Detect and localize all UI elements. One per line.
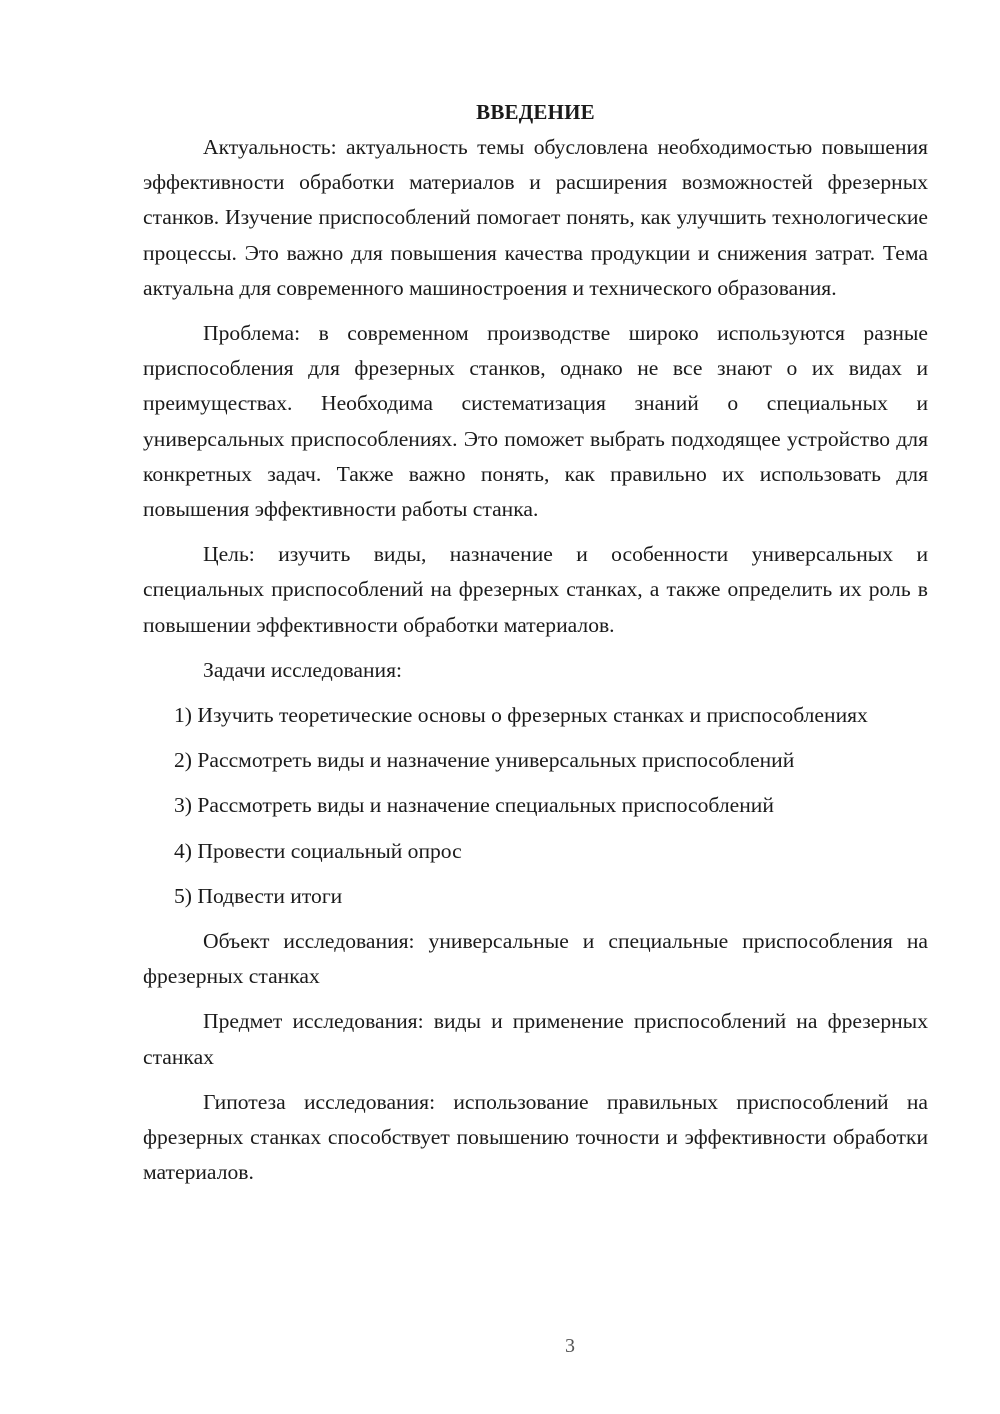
task-item-1: 1) Изучить теоретические основы о фрезерных станках и приспособлениях: [174, 703, 868, 728]
task-item-5: 5) Подвести итоги: [174, 883, 343, 908]
task-item-2: 2) Рассмотреть виды и назначение универсальных приспособлений: [174, 748, 795, 773]
task-item-4: 4) Провести социальный опрос: [174, 838, 462, 863]
object-paragraph: Объект исследования: универсальные и специальные приспособления на фрезерных станках: [143, 929, 928, 989]
page-number: 3: [565, 1335, 575, 1357]
task-item-3: 3) Рассмотреть виды и назначение специальных приспособлений: [174, 793, 774, 818]
problem-paragraph: Проблема: в современном производстве широко используются разные приспособления для фрезерных станков, однако не все знают о их видах и преимуществах. Необходима систематизация знаний о специальных и универсальных приспособлениях. Это поможет выбрать подходящее устройство для конкретных задач. Также важно понять, как правильно их использовать для повышения эффективности работы станка.: [143, 321, 928, 522]
document-page: [143, 95, 928, 1190]
tasks-heading: Задачи исследования:: [203, 657, 403, 682]
goal-paragraph: Цель: изучить виды, назначение и особенности универсальных и специальных приспособлений на фрезерных станках, а также определить их роль в повышении эффективности обработки материалов.: [143, 542, 928, 637]
page-title: ВВЕДЕНИЕ: [476, 100, 595, 124]
subject-paragraph: Предмет исследования: виды и применение приспособлений на фрезерных станках: [143, 1009, 928, 1069]
hypothesis-paragraph: Гипотеза исследования: использование правильных приспособлений на фрезерных станках способствует повышению точности и эффективности обработки материалов.: [143, 1089, 928, 1185]
relevance-paragraph: Актуальность: актуальность темы обусловлена необходимостью повышения эффективности обработки материалов и расширения возможностей фрезерных станков. Изучение приспособлений помогает понять, как улучшить технологические процессы. Это важно для повышения качества продукции и снижения затрат. Тема актуальна для современного машиностроения и технического образования.: [143, 135, 928, 300]
